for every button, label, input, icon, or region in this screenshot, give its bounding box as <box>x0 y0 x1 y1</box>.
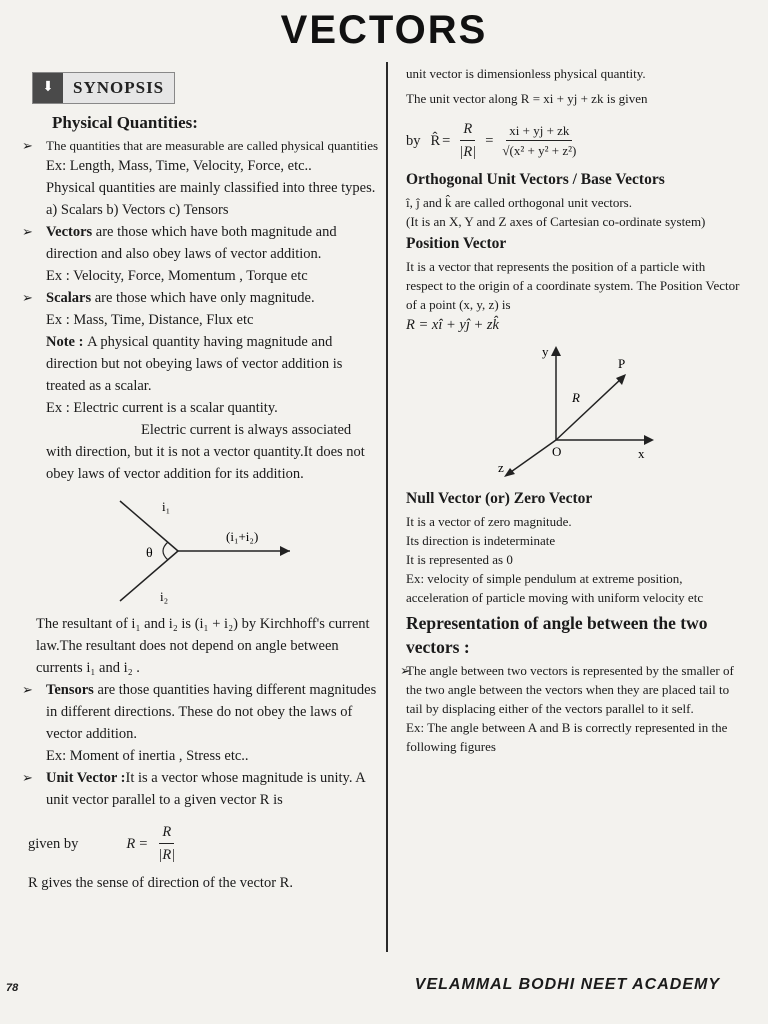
heading-null-vector: Null Vector (or) Zero Vector <box>406 490 593 507</box>
position-vector-diagram <box>406 338 742 478</box>
null-text-2: Its direction is indeterminate <box>406 533 556 548</box>
bullet-unit-vector <box>28 767 380 811</box>
dimensionless-text: unit vector is dimensionless physical quantity. <box>406 66 646 81</box>
synopsis-badge <box>32 72 175 104</box>
point-label-p: P <box>618 356 626 371</box>
vector-label-r: R <box>572 390 580 405</box>
position-text: It is a vector that represents the position of a particle with respect to the origin of a coordinate system. The Position Vector of a point (x, y, z) is <box>406 259 740 312</box>
column-divider <box>386 62 388 952</box>
equals-sign-2: = <box>485 132 494 149</box>
heading-angle-representation: Representation of angle between the two vectors : <box>406 613 708 657</box>
position-vector-line <box>556 378 622 440</box>
example-vectors: Ex : Velocity, Force, Momentum , Torque etc <box>46 268 308 284</box>
angle-example: Ex: The angle between A and B is correctly represented in the following figures <box>406 720 728 754</box>
bullet-vectors <box>28 221 380 265</box>
given-by-label: given by <box>28 835 79 852</box>
note-text: A physical quantity having magnitude and direction but not obeying laws of vector addition is treated as a scalar. <box>46 334 343 394</box>
kirchhoff-diagram <box>28 491 380 611</box>
example-current: Ex : Electric current is a scalar quantity. <box>46 400 278 416</box>
equals-sign: = <box>139 835 148 852</box>
label-i1: i₁ <box>162 499 171 514</box>
null-example: Ex: velocity of simple pendulum at extreme position, acceleration of particle moving with uniform velocity etc <box>406 571 704 605</box>
fraction-denominator-magnitude: √(x² + y² + z²) <box>502 143 577 158</box>
label-sum: (i₁+i₂) <box>226 529 259 544</box>
bullet-tensors <box>28 679 380 745</box>
angle-arc <box>163 542 168 560</box>
label-theta: θ <box>146 546 153 561</box>
bullet-scalars <box>28 287 380 309</box>
z-axis <box>508 440 556 474</box>
bullet-physical-quantities: ➢ The quantities that are measurable are called physical quantities <box>28 136 380 155</box>
classification-text: Physical quantities are mainly classified into three types. a) Scalars b) Vectors c) Tensors <box>46 180 376 218</box>
kirchhoff-text: The resultant of i₁ and i₂ is (i₁ + i₂) by Kirchhoff's current law.The resultant does not depend on angle between currents i₁ and i₂ . <box>36 616 370 676</box>
fraction-denominator-mod-r: |R| <box>459 144 477 160</box>
tensors-definition: are those quantities having different magnitudes in different directions. These do not obey the laws of vector addition. <box>46 682 377 742</box>
position-formula: R = xî + yĵ + zk̂ <box>406 317 499 333</box>
page-number: 78 <box>6 982 19 994</box>
axis-label-z: z <box>498 460 504 475</box>
page-title: VECTORS <box>280 8 488 52</box>
right-column <box>406 66 742 756</box>
fraction-numerator-components: xi + yj + zk <box>506 121 572 141</box>
note-paragraph <box>28 331 380 397</box>
fraction-numerator: R <box>159 821 174 844</box>
synopsis-label: SYNOPSIS <box>73 78 165 97</box>
unit-fraction <box>155 821 178 866</box>
example-scalars: Ex : Mass, Time, Distance, Flux etc <box>46 312 254 328</box>
fraction-components <box>499 121 579 160</box>
direction-sense-text: R gives the sense of direction of the vector R. <box>28 875 293 891</box>
term-tensors: Tensors <box>46 682 94 698</box>
orthogonal-text-1: î, ĵ and k̂ are called orthogonal unit vectors. <box>406 195 632 210</box>
vectors-definition: are those which have both magnitude and direction and also obey laws of vector addition. <box>46 224 337 262</box>
formula-lhs: R <box>126 835 136 852</box>
note-label: Note : <box>46 334 88 350</box>
equals-sign-1: = <box>442 132 451 149</box>
axis-label-x: x <box>638 446 645 461</box>
label-i2: i₂ <box>160 589 169 604</box>
orthogonal-text-2: (It is an X, Y and Z axes of Cartesian co-ordinate system) <box>406 214 706 229</box>
footer-brand: VELAMMAL BODHI NEET ACADEMY <box>414 976 720 993</box>
formula-r-hat: R̂ <box>430 132 441 149</box>
scalars-definition: are those which have only magnitude. <box>91 290 315 306</box>
unit-vector-formula <box>28 821 380 866</box>
by-label: by <box>406 132 421 149</box>
unit-along-text: The unit vector along R = xi + yj + zk is given <box>406 91 648 106</box>
heading-position-vector: Position Vector <box>406 235 507 252</box>
example-physical: Ex: Length, Mass, Time, Velocity, Force, etc.. <box>46 158 312 174</box>
term-vectors: Vectors <box>46 224 93 240</box>
x-axis-arrowhead <box>644 435 654 445</box>
position-vector-arrowhead <box>616 374 626 385</box>
fraction-numerator-r: R <box>460 118 475 141</box>
bullet-angle: ➢ The angle between two vectors is represented by the smaller of the two angle between the vectors when they are placed tail to tail by displacing either of the vectors parallel to it self. <box>406 661 742 718</box>
unit-vector-general-formula <box>406 118 742 163</box>
null-text-1: It is a vector of zero magnitude. <box>406 514 572 529</box>
heading-orthogonal: Orthogonal Unit Vectors / Base Vectors <box>406 171 665 188</box>
current-explanation: Electric current is always associated with direction, but it is not a vector quantity.It does not obey laws of vector addition for its addition. <box>46 422 365 482</box>
origin-label: O <box>552 444 562 459</box>
example-tensors: Ex: Moment of inertia , Stress etc.. <box>46 748 249 764</box>
fraction-r-over-mod <box>456 118 479 163</box>
heading-physical-quantities: Physical Quantities: <box>52 113 198 132</box>
y-axis-arrowhead <box>551 346 561 356</box>
term-unit-vector: Unit Vector : <box>46 770 126 786</box>
fraction-denominator: |R| <box>158 847 176 863</box>
null-text-3: It is represented as 0 <box>406 552 513 567</box>
term-scalars: Scalars <box>46 290 92 306</box>
axis-label-y: y <box>542 344 549 359</box>
left-column <box>28 72 380 894</box>
unit-vector-definition: It is a vector whose magnitude is unity. A unit vector parallel to a given vector R is <box>46 770 365 808</box>
resultant-arrowhead <box>280 546 290 556</box>
down-arrow-icon: ⬇ <box>33 73 63 103</box>
